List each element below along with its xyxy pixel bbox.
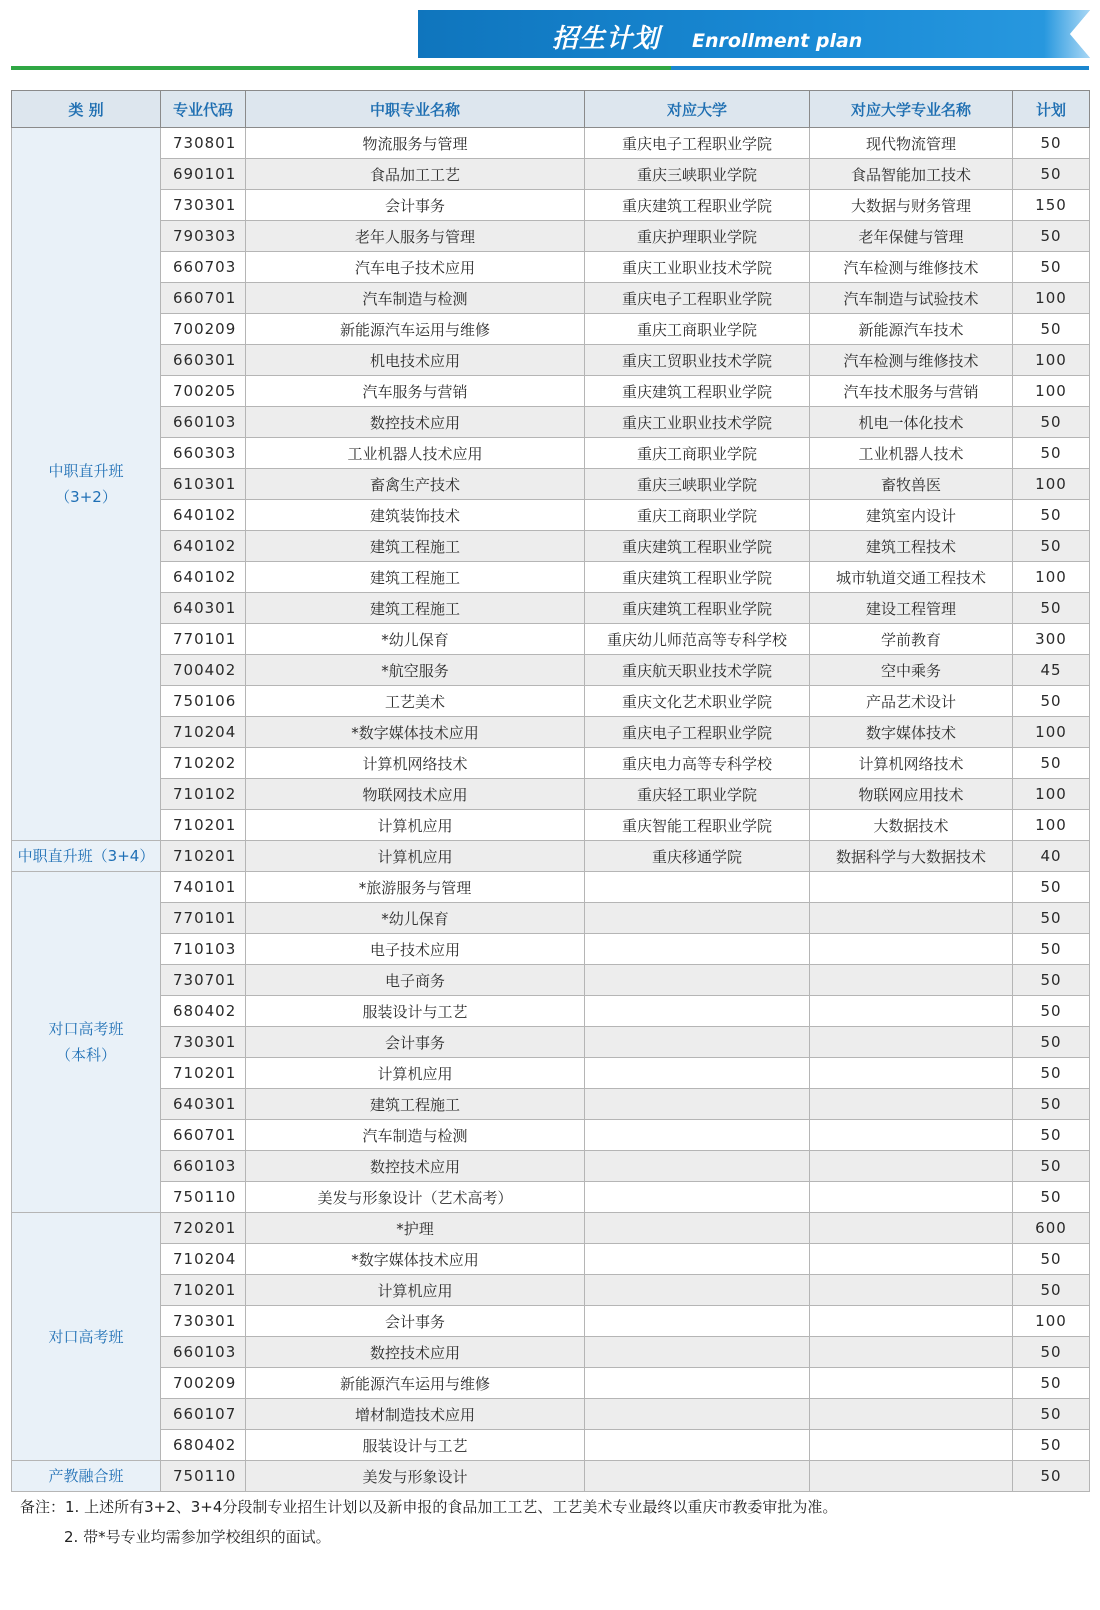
major-cell: 汽车电子技术应用 bbox=[246, 252, 585, 283]
university-cell: 重庆建筑工程职业学院 bbox=[585, 190, 810, 221]
major-cell: 数控技术应用 bbox=[246, 1337, 585, 1368]
university-cell: 重庆三峡职业学院 bbox=[585, 159, 810, 190]
university-cell: 重庆建筑工程职业学院 bbox=[585, 562, 810, 593]
plan-cell: 40 bbox=[1013, 841, 1090, 872]
university-cell: 重庆轻工职业学院 bbox=[585, 779, 810, 810]
plan-cell: 50 bbox=[1013, 1244, 1090, 1275]
major-cell: 建筑工程施工 bbox=[246, 562, 585, 593]
major-cell: 电子商务 bbox=[246, 965, 585, 996]
university-major-cell bbox=[810, 996, 1013, 1027]
major-cell: 电子技术应用 bbox=[246, 934, 585, 965]
plan-cell: 50 bbox=[1013, 1337, 1090, 1368]
table-row bbox=[12, 562, 1090, 593]
major-cell: 物联网技术应用 bbox=[246, 779, 585, 810]
university-major-cell bbox=[810, 872, 1013, 903]
plan-cell: 100 bbox=[1013, 810, 1090, 841]
category-cell bbox=[12, 872, 161, 1213]
university-cell: 重庆建筑工程职业学院 bbox=[585, 376, 810, 407]
table-row bbox=[12, 903, 1090, 934]
divider-green bbox=[11, 66, 671, 70]
university-cell bbox=[585, 872, 810, 903]
university-cell: 重庆航天职业技术学院 bbox=[585, 655, 810, 686]
code-cell: 720201 bbox=[161, 1213, 246, 1244]
university-cell bbox=[585, 1337, 810, 1368]
code-cell: 680402 bbox=[161, 1430, 246, 1461]
category-label: 对口高考班 bbox=[48, 1327, 124, 1346]
code-cell: 660303 bbox=[161, 438, 246, 469]
plan-cell: 50 bbox=[1013, 593, 1090, 624]
plan-cell: 50 bbox=[1013, 1461, 1090, 1492]
table-row bbox=[12, 376, 1090, 407]
major-cell: *航空服务 bbox=[246, 655, 585, 686]
university-cell bbox=[585, 1368, 810, 1399]
table-row bbox=[12, 438, 1090, 469]
major-cell: 新能源汽车运用与维修 bbox=[246, 1368, 585, 1399]
table-row bbox=[12, 283, 1090, 314]
plan-cell: 100 bbox=[1013, 779, 1090, 810]
table-row bbox=[12, 624, 1090, 655]
university-major-cell: 大数据与财务管理 bbox=[810, 190, 1013, 221]
code-cell: 640102 bbox=[161, 562, 246, 593]
university-cell bbox=[585, 934, 810, 965]
table-row bbox=[12, 934, 1090, 965]
divider-blue bbox=[671, 66, 1089, 70]
table-row bbox=[12, 872, 1090, 903]
university-major-cell: 数字媒体技术 bbox=[810, 717, 1013, 748]
table-body bbox=[12, 128, 1090, 1492]
code-cell: 710201 bbox=[161, 841, 246, 872]
university-cell bbox=[585, 1151, 810, 1182]
university-major-cell bbox=[810, 903, 1013, 934]
major-cell: *旅游服务与管理 bbox=[246, 872, 585, 903]
major-cell: 计算机应用 bbox=[246, 1058, 585, 1089]
category-cell bbox=[12, 128, 161, 841]
plan-cell: 50 bbox=[1013, 221, 1090, 252]
major-cell: 建筑工程施工 bbox=[246, 531, 585, 562]
university-major-cell: 大数据技术 bbox=[810, 810, 1013, 841]
table-row bbox=[12, 1182, 1090, 1213]
code-cell: 730301 bbox=[161, 1027, 246, 1058]
university-cell bbox=[585, 1120, 810, 1151]
code-cell: 700209 bbox=[161, 1368, 246, 1399]
code-cell: 680402 bbox=[161, 996, 246, 1027]
code-cell: 660701 bbox=[161, 1120, 246, 1151]
plan-cell: 50 bbox=[1013, 407, 1090, 438]
university-cell: 重庆电力高等专科学校 bbox=[585, 748, 810, 779]
major-cell: 数控技术应用 bbox=[246, 1151, 585, 1182]
table-row bbox=[12, 841, 1090, 872]
plan-cell: 50 bbox=[1013, 1089, 1090, 1120]
code-cell: 660103 bbox=[161, 1337, 246, 1368]
major-cell: 工艺美术 bbox=[246, 686, 585, 717]
plan-cell: 100 bbox=[1013, 345, 1090, 376]
university-major-cell bbox=[810, 1430, 1013, 1461]
table-row bbox=[12, 1461, 1090, 1492]
university-cell bbox=[585, 1058, 810, 1089]
plan-cell: 50 bbox=[1013, 1120, 1090, 1151]
plan-cell: 50 bbox=[1013, 1430, 1090, 1461]
major-cell: 汽车制造与检测 bbox=[246, 1120, 585, 1151]
major-cell: *护理 bbox=[246, 1213, 585, 1244]
col-header-major: 中职专业名称 bbox=[246, 91, 585, 128]
enrollment-table bbox=[11, 90, 1090, 1492]
category-label: （本科） bbox=[55, 1046, 116, 1064]
code-cell: 750110 bbox=[161, 1461, 246, 1492]
plan-cell: 50 bbox=[1013, 1182, 1090, 1213]
major-cell: 计算机应用 bbox=[246, 1275, 585, 1306]
major-cell: 机电技术应用 bbox=[246, 345, 585, 376]
university-major-cell: 数据科学与大数据技术 bbox=[810, 841, 1013, 872]
university-cell: 重庆三峡职业学院 bbox=[585, 469, 810, 500]
university-major-cell bbox=[810, 1399, 1013, 1430]
university-major-cell: 现代物流管理 bbox=[810, 128, 1013, 159]
plan-cell: 50 bbox=[1013, 128, 1090, 159]
major-cell: 会计事务 bbox=[246, 190, 585, 221]
code-cell: 660103 bbox=[161, 407, 246, 438]
code-cell: 710204 bbox=[161, 1244, 246, 1275]
plan-cell: 50 bbox=[1013, 872, 1090, 903]
university-major-cell: 物联网应用技术 bbox=[810, 779, 1013, 810]
plan-cell: 50 bbox=[1013, 965, 1090, 996]
university-cell: 重庆工商职业学院 bbox=[585, 314, 810, 345]
table-row bbox=[12, 965, 1090, 996]
plan-cell: 50 bbox=[1013, 1399, 1090, 1430]
university-major-cell: 畜牧兽医 bbox=[810, 469, 1013, 500]
code-cell: 700209 bbox=[161, 314, 246, 345]
university-cell bbox=[585, 1275, 810, 1306]
table-row bbox=[12, 1089, 1090, 1120]
university-cell bbox=[585, 996, 810, 1027]
university-major-cell: 城市轨道交通工程技术 bbox=[810, 562, 1013, 593]
university-major-cell bbox=[810, 1151, 1013, 1182]
table-row bbox=[12, 531, 1090, 562]
major-cell: 数控技术应用 bbox=[246, 407, 585, 438]
category-label: 中职直升班 bbox=[48, 462, 124, 480]
plan-cell: 100 bbox=[1013, 1306, 1090, 1337]
university-major-cell bbox=[810, 1027, 1013, 1058]
major-cell: *幼儿保育 bbox=[246, 903, 585, 934]
table-row bbox=[12, 1120, 1090, 1151]
code-cell: 640301 bbox=[161, 1089, 246, 1120]
table-row bbox=[12, 717, 1090, 748]
code-cell: 770101 bbox=[161, 903, 246, 934]
table-row bbox=[12, 655, 1090, 686]
university-major-cell: 工业机器人技术 bbox=[810, 438, 1013, 469]
plan-cell: 300 bbox=[1013, 624, 1090, 655]
plan-cell: 100 bbox=[1013, 376, 1090, 407]
code-cell: 640102 bbox=[161, 500, 246, 531]
major-cell: 计算机应用 bbox=[246, 841, 585, 872]
university-cell bbox=[585, 1089, 810, 1120]
code-cell: 710201 bbox=[161, 1275, 246, 1306]
code-cell: 710201 bbox=[161, 1058, 246, 1089]
table-row bbox=[12, 810, 1090, 841]
university-cell: 重庆工商职业学院 bbox=[585, 438, 810, 469]
code-cell: 730801 bbox=[161, 128, 246, 159]
plan-cell: 50 bbox=[1013, 996, 1090, 1027]
col-header-university: 对应大学 bbox=[585, 91, 810, 128]
code-cell: 700402 bbox=[161, 655, 246, 686]
university-major-cell: 机电一体化技术 bbox=[810, 407, 1013, 438]
col-header-code: 专业代码 bbox=[161, 91, 246, 128]
col-header-plan: 计划 bbox=[1013, 91, 1090, 128]
category-cell bbox=[12, 841, 161, 872]
major-cell: 美发与形象设计（艺术高考） bbox=[246, 1182, 585, 1213]
table-row bbox=[12, 686, 1090, 717]
university-major-cell: 汽车技术服务与营销 bbox=[810, 376, 1013, 407]
plan-cell: 50 bbox=[1013, 252, 1090, 283]
code-cell: 730301 bbox=[161, 1306, 246, 1337]
university-cell: 重庆幼儿师范高等专科学校 bbox=[585, 624, 810, 655]
university-cell bbox=[585, 965, 810, 996]
category-label: 中职直升班（3+4） bbox=[17, 847, 155, 865]
university-major-cell bbox=[810, 1089, 1013, 1120]
university-cell: 重庆工业职业技术学院 bbox=[585, 407, 810, 438]
university-cell: 重庆工商职业学院 bbox=[585, 500, 810, 531]
major-cell: 汽车服务与营销 bbox=[246, 376, 585, 407]
table-row bbox=[12, 1058, 1090, 1089]
table-row bbox=[12, 1337, 1090, 1368]
table-row bbox=[12, 1244, 1090, 1275]
category-label: 产教融合班 bbox=[48, 1467, 124, 1485]
university-cell bbox=[585, 1399, 810, 1430]
code-cell: 710201 bbox=[161, 810, 246, 841]
major-cell: 美发与形象设计 bbox=[246, 1461, 585, 1492]
major-cell: 工业机器人技术应用 bbox=[246, 438, 585, 469]
university-major-cell: 食品智能加工技术 bbox=[810, 159, 1013, 190]
plan-cell: 600 bbox=[1013, 1213, 1090, 1244]
university-major-cell bbox=[810, 1461, 1013, 1492]
plan-cell: 45 bbox=[1013, 655, 1090, 686]
university-major-cell bbox=[810, 1058, 1013, 1089]
code-cell: 660103 bbox=[161, 1151, 246, 1182]
plan-cell: 50 bbox=[1013, 686, 1090, 717]
code-cell: 710103 bbox=[161, 934, 246, 965]
table-row bbox=[12, 221, 1090, 252]
university-cell: 重庆建筑工程职业学院 bbox=[585, 593, 810, 624]
plan-cell: 50 bbox=[1013, 903, 1090, 934]
table-row bbox=[12, 1430, 1090, 1461]
code-cell: 690101 bbox=[161, 159, 246, 190]
plan-cell: 50 bbox=[1013, 748, 1090, 779]
university-cell: 重庆建筑工程职业学院 bbox=[585, 531, 810, 562]
code-cell: 700205 bbox=[161, 376, 246, 407]
code-cell: 640301 bbox=[161, 593, 246, 624]
university-cell bbox=[585, 1306, 810, 1337]
university-cell bbox=[585, 1027, 810, 1058]
major-cell: 食品加工工艺 bbox=[246, 159, 585, 190]
university-major-cell: 汽车检测与维修技术 bbox=[810, 252, 1013, 283]
code-cell: 790303 bbox=[161, 221, 246, 252]
plan-cell: 100 bbox=[1013, 562, 1090, 593]
table-header-row bbox=[12, 91, 1090, 128]
code-cell: 740101 bbox=[161, 872, 246, 903]
plan-cell: 50 bbox=[1013, 934, 1090, 965]
university-cell: 重庆电子工程职业学院 bbox=[585, 717, 810, 748]
major-cell: 计算机网络技术 bbox=[246, 748, 585, 779]
major-cell: *数字媒体技术应用 bbox=[246, 1244, 585, 1275]
university-cell bbox=[585, 903, 810, 934]
university-major-cell bbox=[810, 1120, 1013, 1151]
university-major-cell: 新能源汽车技术 bbox=[810, 314, 1013, 345]
university-cell: 重庆电子工程职业学院 bbox=[585, 128, 810, 159]
code-cell: 660107 bbox=[161, 1399, 246, 1430]
university-cell: 重庆工业职业技术学院 bbox=[585, 252, 810, 283]
table-row bbox=[12, 159, 1090, 190]
university-cell bbox=[585, 1244, 810, 1275]
category-label: 对口高考班 bbox=[48, 1020, 124, 1038]
university-cell: 重庆电子工程职业学院 bbox=[585, 283, 810, 314]
code-cell: 730301 bbox=[161, 190, 246, 221]
university-major-cell: 建设工程管理 bbox=[810, 593, 1013, 624]
table-row bbox=[12, 500, 1090, 531]
note-line-2: 2. 带*号专业均需参加学校组织的面试。 bbox=[64, 1528, 331, 1546]
university-major-cell: 汽车制造与试验技术 bbox=[810, 283, 1013, 314]
major-cell: 建筑工程施工 bbox=[246, 1089, 585, 1120]
table-row bbox=[12, 996, 1090, 1027]
code-cell: 750106 bbox=[161, 686, 246, 717]
plan-cell: 50 bbox=[1013, 1368, 1090, 1399]
code-cell: 660701 bbox=[161, 283, 246, 314]
university-major-cell bbox=[810, 1182, 1013, 1213]
university-cell bbox=[585, 1213, 810, 1244]
university-cell: 重庆工贸职业技术学院 bbox=[585, 345, 810, 376]
plan-cell: 100 bbox=[1013, 717, 1090, 748]
category-cell bbox=[12, 1461, 161, 1492]
category-cell bbox=[12, 1213, 161, 1461]
major-cell: *数字媒体技术应用 bbox=[246, 717, 585, 748]
major-cell: 新能源汽车运用与维修 bbox=[246, 314, 585, 345]
category-label: （3+2） bbox=[55, 488, 117, 506]
plan-cell: 50 bbox=[1013, 531, 1090, 562]
major-cell: 增材制造技术应用 bbox=[246, 1399, 585, 1430]
code-cell: 710202 bbox=[161, 748, 246, 779]
table-row bbox=[12, 469, 1090, 500]
table-row bbox=[12, 252, 1090, 283]
plan-cell: 50 bbox=[1013, 1151, 1090, 1182]
university-cell: 重庆护理职业学院 bbox=[585, 221, 810, 252]
page-title: 招生计划 bbox=[552, 24, 661, 54]
code-cell: 730701 bbox=[161, 965, 246, 996]
major-cell: 建筑装饰技术 bbox=[246, 500, 585, 531]
university-cell bbox=[585, 1461, 810, 1492]
table-row bbox=[12, 1027, 1090, 1058]
major-cell: 汽车制造与检测 bbox=[246, 283, 585, 314]
university-major-cell bbox=[810, 1244, 1013, 1275]
major-cell: 老年人服务与管理 bbox=[246, 221, 585, 252]
university-major-cell: 计算机网络技术 bbox=[810, 748, 1013, 779]
page-subtitle: Enrollment plan bbox=[692, 30, 863, 52]
major-cell: 计算机应用 bbox=[246, 810, 585, 841]
university-major-cell bbox=[810, 934, 1013, 965]
plan-cell: 50 bbox=[1013, 1058, 1090, 1089]
major-cell: 畜禽生产技术 bbox=[246, 469, 585, 500]
table-row bbox=[12, 1306, 1090, 1337]
notes bbox=[20, 1492, 837, 1552]
university-major-cell: 产品艺术设计 bbox=[810, 686, 1013, 717]
university-major-cell bbox=[810, 1213, 1013, 1244]
table-row bbox=[12, 1151, 1090, 1182]
col-header-university-major: 对应大学专业名称 bbox=[810, 91, 1013, 128]
table-row bbox=[12, 1275, 1090, 1306]
table-row bbox=[12, 748, 1090, 779]
table-row bbox=[12, 190, 1090, 221]
note-line-1: 备注：1. 上述所有3+2、3+4分段制专业招生计划以及新申报的食品加工工艺、工艺美术专业最终以重庆市教委审批为准。 bbox=[20, 1498, 838, 1516]
university-cell: 重庆智能工程职业学院 bbox=[585, 810, 810, 841]
university-major-cell bbox=[810, 1368, 1013, 1399]
code-cell: 660703 bbox=[161, 252, 246, 283]
major-cell: *幼儿保育 bbox=[246, 624, 585, 655]
major-cell: 会计事务 bbox=[246, 1027, 585, 1058]
university-major-cell: 空中乘务 bbox=[810, 655, 1013, 686]
university-cell: 重庆文化艺术职业学院 bbox=[585, 686, 810, 717]
col-header-category: 类 别 bbox=[12, 91, 161, 128]
university-major-cell bbox=[810, 1275, 1013, 1306]
major-cell: 物流服务与管理 bbox=[246, 128, 585, 159]
university-cell bbox=[585, 1430, 810, 1461]
major-cell: 建筑工程施工 bbox=[246, 593, 585, 624]
plan-cell: 50 bbox=[1013, 1275, 1090, 1306]
code-cell: 710204 bbox=[161, 717, 246, 748]
plan-cell: 100 bbox=[1013, 469, 1090, 500]
university-major-cell bbox=[810, 1306, 1013, 1337]
table-row bbox=[12, 1213, 1090, 1244]
code-cell: 610301 bbox=[161, 469, 246, 500]
table-row bbox=[12, 779, 1090, 810]
code-cell: 750110 bbox=[161, 1182, 246, 1213]
plan-cell: 50 bbox=[1013, 314, 1090, 345]
university-major-cell: 建筑工程技术 bbox=[810, 531, 1013, 562]
university-major-cell: 老年保健与管理 bbox=[810, 221, 1013, 252]
table-row bbox=[12, 314, 1090, 345]
university-cell bbox=[585, 1182, 810, 1213]
university-major-cell bbox=[810, 1337, 1013, 1368]
major-cell: 会计事务 bbox=[246, 1306, 585, 1337]
plan-cell: 150 bbox=[1013, 190, 1090, 221]
university-major-cell: 汽车检测与维修技术 bbox=[810, 345, 1013, 376]
plan-cell: 50 bbox=[1013, 438, 1090, 469]
university-cell: 重庆移通学院 bbox=[585, 841, 810, 872]
university-major-cell bbox=[810, 965, 1013, 996]
plan-cell: 100 bbox=[1013, 283, 1090, 314]
table-row bbox=[12, 345, 1090, 376]
plan-cell: 50 bbox=[1013, 159, 1090, 190]
table-row bbox=[12, 407, 1090, 438]
major-cell: 服装设计与工艺 bbox=[246, 996, 585, 1027]
table-row bbox=[12, 593, 1090, 624]
table-row bbox=[12, 1368, 1090, 1399]
code-cell: 710102 bbox=[161, 779, 246, 810]
university-major-cell: 学前教育 bbox=[810, 624, 1013, 655]
university-major-cell: 建筑室内设计 bbox=[810, 500, 1013, 531]
major-cell: 服装设计与工艺 bbox=[246, 1430, 585, 1461]
code-cell: 770101 bbox=[161, 624, 246, 655]
table-row bbox=[12, 128, 1090, 159]
code-cell: 640102 bbox=[161, 531, 246, 562]
plan-cell: 50 bbox=[1013, 500, 1090, 531]
plan-cell: 50 bbox=[1013, 1027, 1090, 1058]
table-row bbox=[12, 1399, 1090, 1430]
code-cell: 660301 bbox=[161, 345, 246, 376]
